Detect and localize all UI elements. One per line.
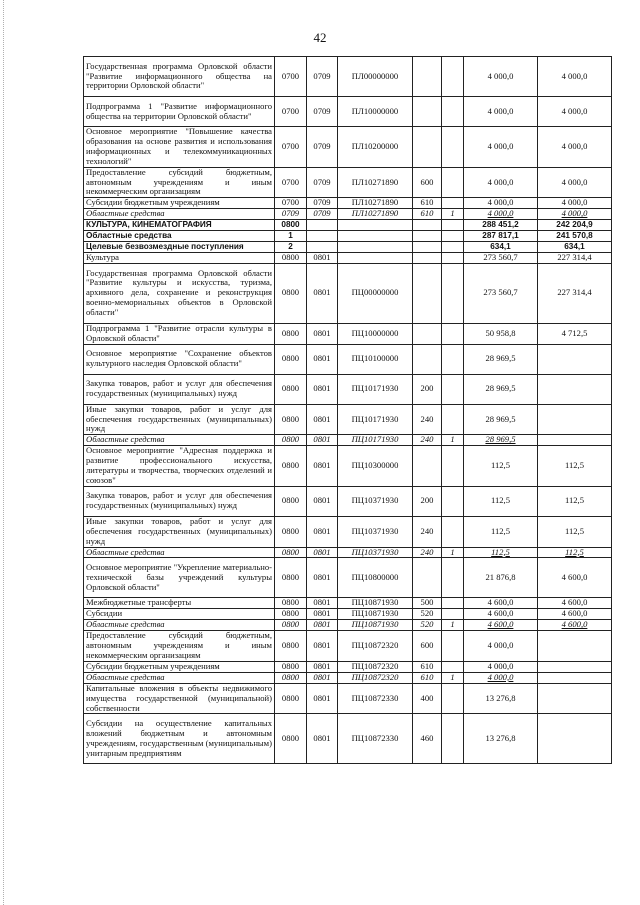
row-target-article: ПЦ10171930: [338, 374, 413, 404]
row-target-article: [338, 220, 413, 231]
row-name: Культура: [84, 252, 275, 263]
row-source: [442, 404, 464, 435]
budget-table: [83, 56, 612, 764]
table-row: [84, 241, 612, 252]
row-target-article: ПЦ10000000: [338, 323, 413, 344]
row-source: [442, 558, 464, 598]
row-sum-2: [538, 404, 612, 435]
row-target-article: [338, 252, 413, 263]
row-source: [442, 220, 464, 231]
row-sum-1: 112,5: [464, 486, 538, 516]
row-source: [442, 167, 464, 198]
row-sum-2: 4 600,0: [538, 598, 612, 609]
row-name: Областные средства: [84, 209, 275, 220]
row-source: [442, 198, 464, 209]
table-row: [84, 231, 612, 242]
table-row: [84, 252, 612, 263]
row-target-article: ПЦ10371930: [338, 547, 413, 558]
table-row: [84, 97, 612, 127]
table-row: [84, 323, 612, 344]
row-podrazdel: [307, 241, 338, 252]
table-row: [84, 547, 612, 558]
row-expense-type: 600: [413, 631, 442, 662]
row-source: [442, 516, 464, 547]
row-podrazdel: 0801: [307, 631, 338, 662]
row-source: [442, 446, 464, 487]
table-row: [84, 661, 612, 672]
row-razdel: 0800: [275, 404, 307, 435]
row-target-article: ПЦ10171930: [338, 435, 413, 446]
row-source: 1: [442, 435, 464, 446]
row-expense-type: [413, 252, 442, 263]
row-podrazdel: 0801: [307, 558, 338, 598]
row-expense-type: [413, 57, 442, 97]
row-podrazdel: 0801: [307, 672, 338, 683]
table-row: [84, 404, 612, 435]
row-target-article: ПЦ10371930: [338, 486, 413, 516]
row-name: Иные закупки товаров, работ и услуг для обеспечения государственных (муниципальных) нужд: [84, 516, 275, 547]
row-name: Основное мероприятие "Укрепление материально-технической базы учреждений культуры Орловской области": [84, 558, 275, 598]
row-podrazdel: 0801: [307, 516, 338, 547]
row-name: Подпрограмма 1 "Развитие отрасли культуры в Орловской области": [84, 323, 275, 344]
row-sum-1: 4 000,0: [464, 97, 538, 127]
table-row: [84, 198, 612, 209]
table-row: [84, 558, 612, 598]
row-expense-type: [413, 231, 442, 242]
row-razdel: 0800: [275, 323, 307, 344]
row-sum-2: 227 314,4: [538, 263, 612, 323]
row-sum-2: [538, 683, 612, 714]
row-sum-1: 28 969,5: [464, 344, 538, 374]
row-sum-2: 242 204,9: [538, 220, 612, 231]
row-razdel: 0800: [275, 683, 307, 714]
row-podrazdel: 0709: [307, 127, 338, 168]
row-expense-type: 500: [413, 598, 442, 609]
row-razdel: 0800: [275, 609, 307, 620]
row-podrazdel: 0801: [307, 620, 338, 631]
row-sum-2: 227 314,4: [538, 252, 612, 263]
table-row: [84, 167, 612, 198]
row-expense-type: 460: [413, 714, 442, 764]
row-target-article: ПЦ10872320: [338, 631, 413, 662]
row-name: Областные средства: [84, 435, 275, 446]
row-sum-2: 4 000,0: [538, 198, 612, 209]
row-name: Областные средства: [84, 231, 275, 242]
row-podrazdel: [307, 231, 338, 242]
row-razdel: 0800: [275, 486, 307, 516]
row-sum-1: 273 560,7: [464, 263, 538, 323]
row-sum-1: 4 600,0: [464, 609, 538, 620]
row-sum-2: [538, 435, 612, 446]
row-name: Закупка товаров, работ и услуг для обеспечения государственных (муниципальных) нужд: [84, 374, 275, 404]
row-razdel: 0700: [275, 57, 307, 97]
row-sum-1: 4 000,0: [464, 57, 538, 97]
table-row: [84, 486, 612, 516]
row-razdel: 0800: [275, 547, 307, 558]
row-sum-2: 634,1: [538, 241, 612, 252]
row-target-article: ПЦ10872320: [338, 672, 413, 683]
row-razdel: 0700: [275, 198, 307, 209]
row-target-article: ПЦ10871930: [338, 620, 413, 631]
row-podrazdel: 0709: [307, 97, 338, 127]
row-expense-type: 610: [413, 198, 442, 209]
row-sum-1: 50 958,8: [464, 323, 538, 344]
row-podrazdel: 0709: [307, 209, 338, 220]
row-razdel: 0709: [275, 209, 307, 220]
row-sum-1: 4 000,0: [464, 127, 538, 168]
table-row: [84, 57, 612, 97]
row-razdel: 0700: [275, 97, 307, 127]
row-sum-1: 273 560,7: [464, 252, 538, 263]
table-row: [84, 344, 612, 374]
row-source: [442, 714, 464, 764]
row-name: Закупка товаров, работ и услуг для обеспечения государственных (муниципальных) нужд: [84, 486, 275, 516]
row-razdel: 0800: [275, 344, 307, 374]
row-sum-1: 28 969,5: [464, 374, 538, 404]
table-row: [84, 516, 612, 547]
row-sum-1: 112,5: [464, 446, 538, 487]
row-name: Основное мероприятие "Адресная поддержка и развитие профессионального искусства, литературы и творчества, творческих отделений и союзов": [84, 446, 275, 487]
row-razdel: 0800: [275, 374, 307, 404]
row-podrazdel: 0801: [307, 252, 338, 263]
row-expense-type: [413, 446, 442, 487]
row-target-article: [338, 231, 413, 242]
row-razdel: 0800: [275, 558, 307, 598]
row-razdel: 0800: [275, 631, 307, 662]
row-name: Основное мероприятие "Сохранение объектов культурного наследия Орловской области": [84, 344, 275, 374]
row-expense-type: [413, 220, 442, 231]
row-razdel: 0700: [275, 167, 307, 198]
row-sum-1: 4 000,0: [464, 167, 538, 198]
row-name: Субсидии на осуществление капитальных вложений бюджетным и автономным учреждениям, государственным (муниципальным) унитарным предприятиям: [84, 714, 275, 764]
row-podrazdel: [307, 220, 338, 231]
row-sum-2: 4 600,0: [538, 620, 612, 631]
table-row: [84, 683, 612, 714]
row-expense-type: 200: [413, 374, 442, 404]
row-sum-1: 288 451,2: [464, 220, 538, 231]
row-razdel: 2: [275, 241, 307, 252]
row-source: [442, 97, 464, 127]
table-row: [84, 263, 612, 323]
row-target-article: ПЛ10271890: [338, 209, 413, 220]
table-row: [84, 374, 612, 404]
table-row: [84, 446, 612, 487]
table-row: [84, 127, 612, 168]
row-razdel: 0800: [275, 661, 307, 672]
row-sum-2: [538, 672, 612, 683]
row-expense-type: [413, 97, 442, 127]
row-target-article: ПЦ10872320: [338, 661, 413, 672]
row-source: [442, 344, 464, 374]
row-razdel: 0800: [275, 516, 307, 547]
row-expense-type: [413, 558, 442, 598]
row-podrazdel: 0801: [307, 547, 338, 558]
row-name: КУЛЬТУРА, КИНЕМАТОГРАФИЯ: [84, 220, 275, 231]
row-source: [442, 241, 464, 252]
row-sum-2: 112,5: [538, 516, 612, 547]
table-body: [84, 57, 612, 764]
row-podrazdel: 0709: [307, 198, 338, 209]
row-source: [442, 252, 464, 263]
row-sum-1: 4 000,0: [464, 209, 538, 220]
row-podrazdel: 0801: [307, 435, 338, 446]
row-source: [442, 683, 464, 714]
row-source: [442, 374, 464, 404]
row-source: [442, 231, 464, 242]
row-target-article: ПЦ10872330: [338, 683, 413, 714]
row-target-article: ПЛ10271890: [338, 167, 413, 198]
row-target-article: ПЦ10872330: [338, 714, 413, 764]
row-sum-2: [538, 631, 612, 662]
row-sum-2: 112,5: [538, 547, 612, 558]
row-sum-1: 13 276,8: [464, 714, 538, 764]
row-podrazdel: 0801: [307, 714, 338, 764]
row-source: [442, 609, 464, 620]
row-sum-2: 4 000,0: [538, 209, 612, 220]
row-source: 1: [442, 672, 464, 683]
table-row: [84, 209, 612, 220]
table-row: [84, 714, 612, 764]
row-expense-type: [413, 344, 442, 374]
row-expense-type: 520: [413, 620, 442, 631]
row-expense-type: 610: [413, 672, 442, 683]
row-name: Капитальные вложения в объекты недвижимого имущества государственной (муниципальной) собственности: [84, 683, 275, 714]
row-razdel: 0800: [275, 714, 307, 764]
row-name: Субсидии бюджетным учреждениям: [84, 198, 275, 209]
row-source: [442, 263, 464, 323]
row-target-article: [338, 241, 413, 252]
row-sum-2: 4 600,0: [538, 609, 612, 620]
row-podrazdel: 0801: [307, 683, 338, 714]
row-podrazdel: 0801: [307, 486, 338, 516]
row-target-article: ПЦ10100000: [338, 344, 413, 374]
row-podrazdel: 0801: [307, 323, 338, 344]
row-name: Областные средства: [84, 620, 275, 631]
row-expense-type: 200: [413, 486, 442, 516]
row-expense-type: [413, 263, 442, 323]
row-podrazdel: 0801: [307, 446, 338, 487]
row-source: [442, 631, 464, 662]
row-expense-type: 240: [413, 547, 442, 558]
row-source: 1: [442, 547, 464, 558]
row-razdel: 0800: [275, 620, 307, 631]
row-source: [442, 127, 464, 168]
row-sum-1: 4 000,0: [464, 198, 538, 209]
row-sum-2: 112,5: [538, 486, 612, 516]
row-razdel: 0800: [275, 672, 307, 683]
row-expense-type: 600: [413, 167, 442, 198]
row-sum-1: 28 969,5: [464, 404, 538, 435]
row-sum-2: 4 000,0: [538, 127, 612, 168]
row-sum-1: 28 969,5: [464, 435, 538, 446]
row-name: Межбюджетные трансферты: [84, 598, 275, 609]
row-sum-2: 4 000,0: [538, 97, 612, 127]
row-razdel: 0800: [275, 446, 307, 487]
row-name: Государственная программа Орловской области "Развитие культуры и искусства, туризма, архивного дела, сохранение и реконструкция военно-мемориальных объектов в Орловской области": [84, 263, 275, 323]
table-row: [84, 620, 612, 631]
table-row: [84, 631, 612, 662]
row-expense-type: [413, 241, 442, 252]
row-razdel: 0700: [275, 127, 307, 168]
row-sum-1: 4 000,0: [464, 672, 538, 683]
row-podrazdel: 0709: [307, 57, 338, 97]
row-target-article: ПЦ10871930: [338, 609, 413, 620]
row-target-article: ПЦ10800000: [338, 558, 413, 598]
row-target-article: ПЛ10271890: [338, 198, 413, 209]
row-sum-1: 21 876,8: [464, 558, 538, 598]
row-name: Субсидии бюджетным учреждениям: [84, 661, 275, 672]
binding-edge: [3, 0, 8, 905]
row-sum-2: [538, 344, 612, 374]
row-sum-1: 4 600,0: [464, 620, 538, 631]
row-sum-2: [538, 661, 612, 672]
row-source: [442, 486, 464, 516]
row-target-article: ПЦ10871930: [338, 598, 413, 609]
table-row: [84, 598, 612, 609]
row-podrazdel: 0801: [307, 598, 338, 609]
table-row: [84, 435, 612, 446]
row-sum-2: 241 570,8: [538, 231, 612, 242]
row-sum-2: 4 712,5: [538, 323, 612, 344]
row-sum-1: 4 600,0: [464, 598, 538, 609]
page-number: 42: [313, 30, 327, 45]
row-name: Предоставление субсидий бюджетным, автономным учреждениям и иным некоммерческим организациям: [84, 631, 275, 662]
row-name: Областные средства: [84, 672, 275, 683]
row-name: Предоставление субсидий бюджетным, автономным учреждениям и иным некоммерческим организациям: [84, 167, 275, 198]
row-name: Иные закупки товаров, работ и услуг для обеспечения государственных (муниципальных) нужд: [84, 404, 275, 435]
table-row: [84, 220, 612, 231]
row-expense-type: 240: [413, 516, 442, 547]
row-sum-1: 287 817,1: [464, 231, 538, 242]
row-podrazdel: 0801: [307, 404, 338, 435]
row-name: Областные средства: [84, 547, 275, 558]
row-expense-type: 400: [413, 683, 442, 714]
row-podrazdel: 0801: [307, 374, 338, 404]
row-source: [442, 598, 464, 609]
row-sum-2: 4 000,0: [538, 167, 612, 198]
row-name: Подпрограмма 1 "Развитие информационного общества на территории Орловской области": [84, 97, 275, 127]
row-name: Субсидии: [84, 609, 275, 620]
row-razdel: 0800: [275, 263, 307, 323]
row-target-article: ПЛ10000000: [338, 97, 413, 127]
row-razdel: 0800: [275, 220, 307, 231]
row-target-article: ПЦ10300000: [338, 446, 413, 487]
row-podrazdel: 0801: [307, 661, 338, 672]
row-sum-1: 4 000,0: [464, 631, 538, 662]
row-razdel: 0800: [275, 435, 307, 446]
row-target-article: ПЛ10200000: [338, 127, 413, 168]
row-sum-1: 4 000,0: [464, 661, 538, 672]
row-razdel: 1: [275, 231, 307, 242]
row-target-article: ПЦ10171930: [338, 404, 413, 435]
row-name: Основное мероприятие "Повышение качества образования на основе развития и использования информационных и телекоммуникационных технологий": [84, 127, 275, 168]
row-expense-type: 610: [413, 209, 442, 220]
row-target-article: ПЦ00000000: [338, 263, 413, 323]
row-sum-2: [538, 714, 612, 764]
row-expense-type: 240: [413, 435, 442, 446]
row-name: Государственная программа Орловской области "Развитие информационного общества на территории Орловской области": [84, 57, 275, 97]
row-podrazdel: 0801: [307, 263, 338, 323]
row-source: [442, 57, 464, 97]
row-sum-2: 4 600,0: [538, 558, 612, 598]
row-expense-type: 240: [413, 404, 442, 435]
row-podrazdel: 0709: [307, 167, 338, 198]
row-target-article: ПЦ10371930: [338, 516, 413, 547]
row-sum-1: 634,1: [464, 241, 538, 252]
row-sum-2: [538, 374, 612, 404]
row-sum-1: 13 276,8: [464, 683, 538, 714]
table-row: [84, 609, 612, 620]
row-source: [442, 661, 464, 672]
row-sum-2: 112,5: [538, 446, 612, 487]
row-target-article: ПЛ00000000: [338, 57, 413, 97]
row-expense-type: 610: [413, 661, 442, 672]
row-sum-1: 112,5: [464, 547, 538, 558]
table-row: [84, 672, 612, 683]
row-razdel: 0800: [275, 598, 307, 609]
row-source: 1: [442, 209, 464, 220]
row-source: 1: [442, 620, 464, 631]
row-sum-1: 112,5: [464, 516, 538, 547]
row-podrazdel: 0801: [307, 344, 338, 374]
row-name: Целевые безвозмездные поступления: [84, 241, 275, 252]
row-podrazdel: 0801: [307, 609, 338, 620]
row-expense-type: [413, 323, 442, 344]
row-razdel: 0800: [275, 252, 307, 263]
row-expense-type: [413, 127, 442, 168]
row-sum-2: 4 000,0: [538, 57, 612, 97]
row-expense-type: 520: [413, 609, 442, 620]
row-source: [442, 323, 464, 344]
